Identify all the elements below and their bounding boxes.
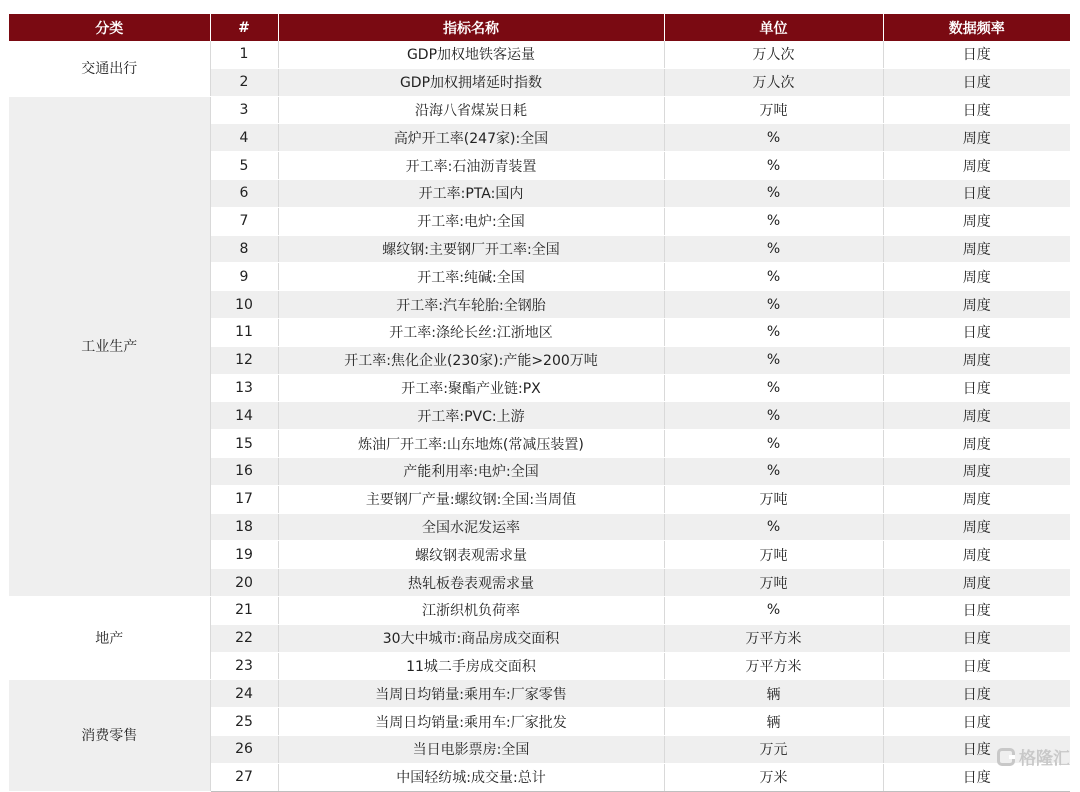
row-number: 18 — [210, 513, 278, 541]
indicator-name: 江浙织机负荷率 — [278, 596, 664, 624]
table-row — [9, 96, 1070, 124]
row-number: 14 — [210, 402, 278, 430]
indicator-name: 30大中城市:商品房成交面积 — [278, 624, 664, 652]
row-number: 23 — [210, 652, 278, 680]
frequency: 周度 — [883, 124, 1070, 152]
row-number: 19 — [210, 541, 278, 569]
frequency: 周度 — [883, 457, 1070, 485]
unit: 万吨 — [664, 569, 883, 597]
row-number: 2 — [210, 68, 278, 96]
row-number: 13 — [210, 374, 278, 402]
indicator-name: 开工率:电炉:全国 — [278, 207, 664, 235]
frequency: 日度 — [883, 735, 1070, 763]
watermark-text: 格隆汇 — [1019, 749, 1070, 769]
indicator-name: GDP加权地铁客运量 — [278, 41, 664, 68]
unit: 辆 — [664, 708, 883, 736]
frequency: 日度 — [883, 374, 1070, 402]
indicator-name: 沿海八省煤炭日耗 — [278, 96, 664, 124]
indicator-name: 11城二手房成交面积 — [278, 652, 664, 680]
indicator-name: 开工率:纯碱:全国 — [278, 263, 664, 291]
frequency: 日度 — [883, 624, 1070, 652]
unit: 辆 — [664, 680, 883, 708]
unit: % — [664, 318, 883, 346]
row-number: 26 — [210, 735, 278, 763]
unit: 万元 — [664, 735, 883, 763]
unit: % — [664, 152, 883, 180]
indicator-name: 开工率:聚酯产业链:PX — [278, 374, 664, 402]
unit: % — [664, 513, 883, 541]
indicator-table — [9, 14, 1070, 792]
indicator-name: 中国轻纺城:成交量:总计 — [278, 763, 664, 791]
row-number: 20 — [210, 569, 278, 597]
header-indicator: 指标名称 — [278, 14, 664, 41]
frequency: 周度 — [883, 541, 1070, 569]
frequency: 周度 — [883, 430, 1070, 458]
header-unit: 单位 — [664, 14, 883, 41]
unit: 万平方米 — [664, 652, 883, 680]
row-number: 24 — [210, 680, 278, 708]
header-row — [9, 14, 1070, 41]
unit: % — [664, 346, 883, 374]
unit: % — [664, 263, 883, 291]
unit: 万人次 — [664, 68, 883, 96]
indicator-name: 热轧板卷表观需求量 — [278, 569, 664, 597]
unit: % — [664, 374, 883, 402]
watermark — [997, 744, 1070, 769]
frequency: 日度 — [883, 680, 1070, 708]
category-cell: 消费零售 — [9, 680, 210, 791]
category-cell: 工业生产 — [9, 96, 210, 596]
frequency: 周度 — [883, 263, 1070, 291]
row-number: 12 — [210, 346, 278, 374]
unit: 万人次 — [664, 41, 883, 68]
row-number: 22 — [210, 624, 278, 652]
indicator-name: 当周日均销量:乘用车:厂家零售 — [278, 680, 664, 708]
row-number: 10 — [210, 291, 278, 319]
unit: % — [664, 457, 883, 485]
indicator-name: 螺纹钢表观需求量 — [278, 541, 664, 569]
unit: % — [664, 596, 883, 624]
frequency: 周度 — [883, 569, 1070, 597]
unit: % — [664, 179, 883, 207]
frequency: 周度 — [883, 235, 1070, 263]
row-number: 25 — [210, 708, 278, 736]
unit: % — [664, 402, 883, 430]
table-body — [9, 41, 1070, 791]
frequency: 日度 — [883, 763, 1070, 791]
unit: % — [664, 207, 883, 235]
indicator-name: 开工率:石油沥青装置 — [278, 152, 664, 180]
indicator-name: 开工率:焦化企业(230家):产能>200万吨 — [278, 346, 664, 374]
row-number: 17 — [210, 485, 278, 513]
row-number: 11 — [210, 318, 278, 346]
row-number: 16 — [210, 457, 278, 485]
indicator-name: 产能利用率:电炉:全国 — [278, 457, 664, 485]
header-frequency: 数据频率 — [883, 14, 1070, 41]
frequency: 日度 — [883, 96, 1070, 124]
frequency: 周度 — [883, 346, 1070, 374]
row-number: 6 — [210, 179, 278, 207]
unit: 万平方米 — [664, 624, 883, 652]
frequency: 日度 — [883, 596, 1070, 624]
indicator-name: 螺纹钢:主要钢厂开工率:全国 — [278, 235, 664, 263]
header-number: # — [210, 14, 278, 41]
row-number: 15 — [210, 430, 278, 458]
unit: % — [664, 124, 883, 152]
row-number: 9 — [210, 263, 278, 291]
row-number: 3 — [210, 96, 278, 124]
unit: 万吨 — [664, 485, 883, 513]
frequency: 日度 — [883, 652, 1070, 680]
unit: % — [664, 430, 883, 458]
row-number: 27 — [210, 763, 278, 791]
frequency: 周度 — [883, 485, 1070, 513]
indicator-name: GDP加权拥堵延时指数 — [278, 68, 664, 96]
indicator-name: 炼油厂开工率:山东地炼(常减压装置) — [278, 430, 664, 458]
frequency: 周度 — [883, 291, 1070, 319]
row-number: 5 — [210, 152, 278, 180]
indicator-name: 开工率:汽车轮胎:全钢胎 — [278, 291, 664, 319]
frequency: 周度 — [883, 402, 1070, 430]
indicator-name: 当日电影票房:全国 — [278, 735, 664, 763]
unit: % — [664, 235, 883, 263]
indicator-name: 高炉开工率(247家):全国 — [278, 124, 664, 152]
category-cell: 地产 — [9, 596, 210, 679]
unit: % — [664, 291, 883, 319]
table-row — [9, 596, 1070, 624]
frequency: 日度 — [883, 318, 1070, 346]
unit: 万吨 — [664, 541, 883, 569]
table-row — [9, 41, 1070, 68]
row-number: 4 — [210, 124, 278, 152]
frequency: 周度 — [883, 152, 1070, 180]
category-cell: 交通出行 — [9, 41, 210, 96]
unit: 万米 — [664, 763, 883, 791]
frequency: 周度 — [883, 513, 1070, 541]
indicator-name: 开工率:涤纶长丝:江浙地区 — [278, 318, 664, 346]
row-number: 7 — [210, 207, 278, 235]
unit: 万吨 — [664, 96, 883, 124]
logo-icon — [997, 748, 1015, 766]
row-number: 1 — [210, 41, 278, 68]
indicator-name: 开工率:PTA:国内 — [278, 179, 664, 207]
header-category: 分类 — [9, 14, 210, 41]
frequency: 周度 — [883, 207, 1070, 235]
frequency: 日度 — [883, 41, 1070, 68]
indicator-name: 当周日均销量:乘用车:厂家批发 — [278, 708, 664, 736]
frequency: 日度 — [883, 708, 1070, 736]
indicator-name: 开工率:PVC:上游 — [278, 402, 664, 430]
table-row — [9, 680, 1070, 708]
indicator-name: 全国水泥发运率 — [278, 513, 664, 541]
frequency: 日度 — [883, 68, 1070, 96]
row-number: 21 — [210, 596, 278, 624]
frequency: 日度 — [883, 179, 1070, 207]
indicator-name: 主要钢厂产量:螺纹钢:全国:当周值 — [278, 485, 664, 513]
row-number: 8 — [210, 235, 278, 263]
